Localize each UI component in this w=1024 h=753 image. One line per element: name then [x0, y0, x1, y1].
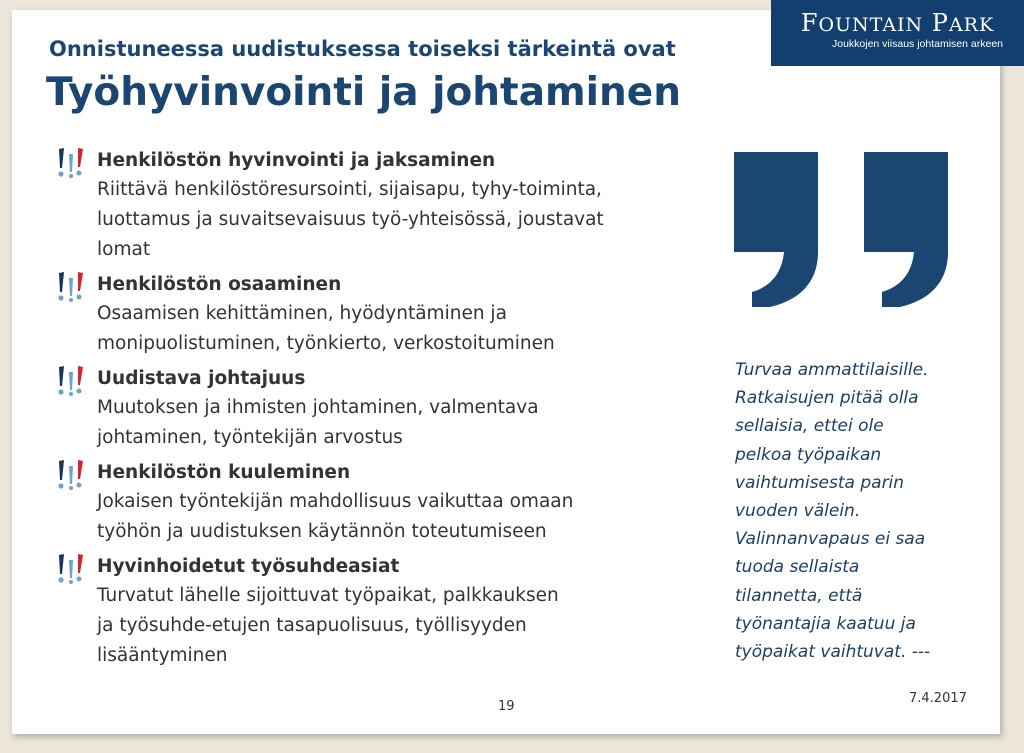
- slide-date: 7.4.2017: [909, 691, 967, 706]
- list-item: [54, 146, 704, 265]
- list-item: [54, 364, 704, 453]
- list-item: [54, 270, 704, 359]
- item-title: Uudistava johtajuus: [97, 368, 306, 389]
- logo-name: FOUNTAIN PARK: [800, 9, 995, 37]
- quote-mark-icon: [730, 152, 950, 312]
- exclamation-marks-icon: [54, 551, 88, 585]
- list-item: [54, 458, 704, 547]
- item-body: Muutoksen ja ihmisten johtaminen, valmentava johtaminen, työntekijän arvostus: [97, 397, 539, 448]
- item-title: Henkilöstön kuuleminen: [97, 462, 351, 483]
- exclamation-marks-icon: [54, 457, 88, 491]
- exclamation-marks-icon: [54, 363, 88, 397]
- logo-tagline: Joukkojen viisaus johtamisen arkeen: [831, 38, 1003, 50]
- item-body: Jokaisen työntekijän mahdollisuus vaikuttaa omaan työhön ja uudistuksen käytännön toteutumiseen: [97, 491, 574, 542]
- quote-text: Turvaa ammattilaisille. Ratkaisujen pitää olla sellaisia, ettei ole pelkoa työpaikan vaihtumisesta parin vuoden välein. Valinnanvapaus ei saa tuoda sellaista tilannetta, että työnantajia kaatuu ja työpaikat vaihtuvat. ---: [735, 360, 931, 663]
- slide-title: Työhyvinvointi ja johtaminen: [46, 70, 682, 115]
- item-body: Riittävä henkilöstöresursointi, sijaisapu, tyhy-toiminta, luottamus ja suvaitsevaisuus työ-yhteisössä, joustavat lomat: [97, 179, 604, 260]
- slide-subtitle: Onnistuneessa uudistuksessa toiseksi tärkeintä ovat: [49, 37, 676, 61]
- exclamation-marks-icon: [54, 145, 88, 179]
- item-body: Osaamisen kehittäminen, hyödyntäminen ja monipuolistuminen, työnkierto, verkostoituminen: [97, 303, 555, 354]
- item-title: Hyvinhoidetut työsuhdeasiat: [97, 556, 400, 577]
- item-title: Henkilöstön osaaminen: [97, 274, 342, 295]
- exclamation-marks-icon: [54, 269, 88, 303]
- fountain-park-logo: [771, 0, 1024, 66]
- list-item: [54, 552, 704, 671]
- item-title: Henkilöstön hyvinvointi ja jaksaminen: [97, 150, 496, 171]
- bullet-list: [54, 146, 704, 676]
- item-body: Turvatut lähelle sijoittuvat työpaikat, palkkauksen ja työsuhde-etujen tasapuolisuus, työllisyyden lisääntyminen: [97, 585, 559, 666]
- page-number: 19: [498, 699, 515, 714]
